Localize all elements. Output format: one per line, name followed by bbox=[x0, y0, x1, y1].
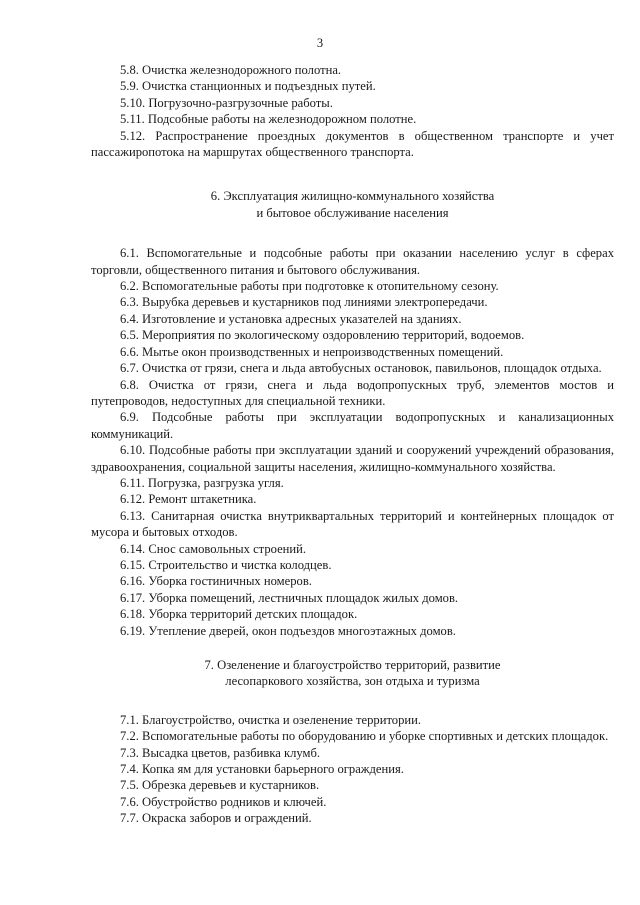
list-item: 5.8. Очистка железнодорожного полотна. bbox=[120, 63, 342, 77]
list-item: 7.3. Высадка цветов, разбивка клумб. bbox=[120, 745, 321, 760]
section-7-list bbox=[118, 712, 614, 827]
document-body bbox=[91, 62, 614, 827]
section-6-heading-line1: 6. Эксплуатация жилищно-коммунального хозяйства bbox=[210, 189, 495, 204]
list-item: 6.11. Погрузка, разгрузка угля. bbox=[120, 475, 284, 490]
list-item: 6.7. Очистка от грязи, снега и льда автобусных остановок, павильонов, площадок отдыха. bbox=[120, 361, 602, 376]
list-item: 6.6. Мытье окон производственных и непроизводственных помещений. bbox=[120, 344, 504, 359]
list-item: 7.4. Копка ям для установки барьерного ограждения. bbox=[120, 762, 404, 777]
list-item: 7.2. Вспомогательные работы по оборудованию и уборке спортивных и детских площадок. bbox=[120, 729, 609, 744]
list-item: 6.5. Мероприятия по экологическому оздоровлению территорий, водоемов. bbox=[120, 328, 525, 343]
section-5-list bbox=[91, 62, 614, 160]
list-item: 6.13. Санитарная очистка внутриквартальных территорий и контейнерных площадок от мусора и бытовых отходов. bbox=[91, 508, 614, 540]
list-item: 6.17. Уборка помещений, лестничных площадок жилых домов. bbox=[120, 590, 459, 605]
list-item: 6.16. Уборка гостиничных номеров. bbox=[120, 574, 312, 589]
list-item: 6.9. Подсобные работы при эксплуатации водопропускных и канализационных коммуникаций. bbox=[91, 410, 614, 441]
list-item: 6.1. Вспомогательные и подсобные работы при оказании населению услуг в сферах торговли, общественного питания и бытового обслуживания. bbox=[91, 246, 614, 277]
list-item: 6.2. Вспомогательные работы при подготовке к отопительному сезону. bbox=[120, 279, 499, 294]
list-item: 7.7. Окраска заборов и ограждений. bbox=[120, 811, 312, 826]
list-item: 7.5. Обрезка деревьев и кустарников. bbox=[120, 778, 320, 793]
section-7-heading bbox=[91, 657, 614, 690]
list-item: 6.14. Снос самовольных строений. bbox=[120, 541, 307, 556]
list-item: 7.6. Обустройство родников и ключей. bbox=[120, 794, 327, 809]
list-item: 6.4. Изготовление и установка адресных указателей на зданиях. bbox=[120, 311, 462, 326]
list-item: 6.15. Строительство и чистка колодцев. bbox=[120, 557, 332, 572]
list-item: 5.11. Подсобные работы на железнодорожном полотне. bbox=[120, 112, 417, 127]
list-item: 6.3. Вырубка деревьев и кустарников под линиями электропередачи. bbox=[120, 295, 488, 310]
section-6-heading-line2: и бытовое обслуживание населения bbox=[256, 205, 449, 220]
list-item: 5.9. Очистка станционных и подъездных путей. bbox=[120, 79, 376, 94]
section-6-heading bbox=[91, 188, 614, 221]
list-item: 5.12. Распространение проездных документов в общественном транспорте и учет пассажиропотока на маршрутах общественного транспорта. bbox=[91, 128, 614, 160]
list-item: 6.10. Подсобные работы при эксплуатации зданий и сооружений учреждений образования, здравоохранения, социальной защиты населения, жилищно-коммунального хозяйства. bbox=[91, 443, 614, 474]
list-item: 6.12. Ремонт штакетника. bbox=[120, 492, 257, 507]
list-item: 6.18. Уборка территорий детских площадок. bbox=[120, 607, 358, 622]
section-6-list bbox=[91, 245, 614, 639]
list-item: 6.19. Утепление дверей, окон подъездов многоэтажных домов. bbox=[120, 623, 456, 638]
section-7-heading-line2: лесопаркового хозяйства, зон отдыха и туризма bbox=[225, 674, 480, 689]
list-item: 6.8. Очистка от грязи, снега и льда водопропускных труб, элементов мостов и путепроводов, недоступных для специальной техники. bbox=[91, 377, 614, 408]
section-7-heading-line1: 7. Озеленение и благоустройство территорий, развитие bbox=[204, 658, 501, 672]
page-number: 3 bbox=[316, 36, 324, 50]
list-item: 5.10. Погрузочно-разгрузочные работы. bbox=[120, 95, 333, 110]
list-item: 7.1. Благоустройство, очистка и озеленение территории. bbox=[120, 712, 422, 727]
